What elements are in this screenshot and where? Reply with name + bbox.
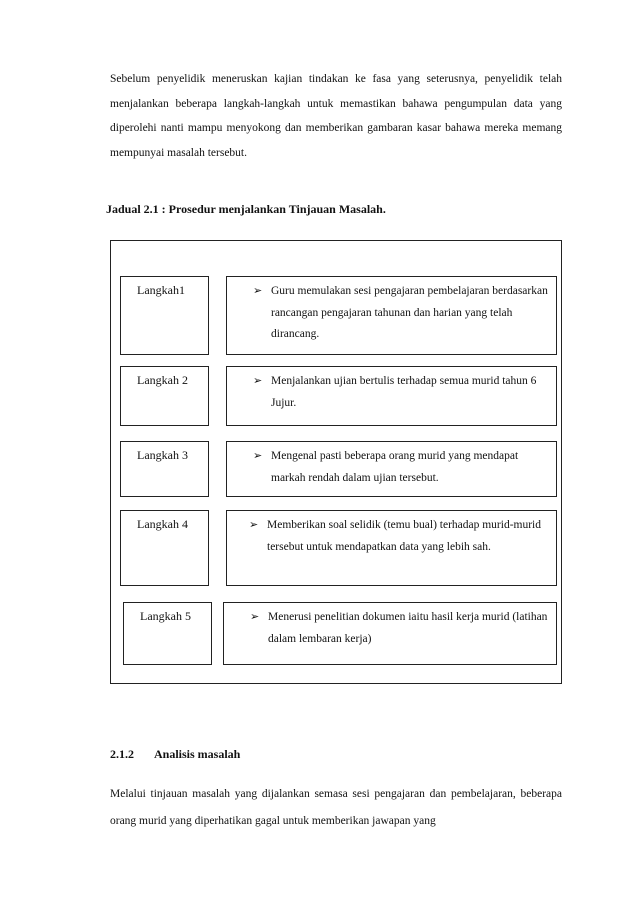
step-text-5: Menerusi penelitian dokumen iaitu hasil kerja murid (latihan dalam lembaran kerja) xyxy=(268,611,548,645)
step-label-5: Langkah 5 xyxy=(123,602,212,665)
step-label-1: Langkah1 xyxy=(120,276,209,355)
table-caption: Jadual 2.1 : Prosedur menjalankan Tinjauan Masalah. xyxy=(106,202,386,216)
step-description-3 xyxy=(226,441,557,497)
intro-paragraph: Sebelum penyelidik meneruskan kajian tindakan ke fasa yang seterusnya, penyelidik telah menjalankan beberapa langkah-langkah untuk memastikan bahawa pengumpulan data yang diperolehi nanti mampu menyokong dan memberikan gambaran kasar bahawa mereka memang mempunyai masalah tersebut. xyxy=(110,73,562,159)
step-description-5 xyxy=(223,602,557,665)
list-item xyxy=(249,515,548,558)
step-text-3: Mengenal pasti beberapa orang murid yang mendapat markah rendah dalam ujian tersebut. xyxy=(271,450,519,484)
arrow-bullet-icon: ➢ xyxy=(250,611,260,623)
arrow-bullet-icon: ➢ xyxy=(249,519,259,531)
step-label-3: Langkah 3 xyxy=(120,441,209,497)
arrow-bullet-icon: ➢ xyxy=(253,375,263,387)
step-text-4: Memberikan soal selidik (temu bual) terhadap murid-murid tersebut untuk mendapatkan data yang lebih sah. xyxy=(267,519,542,553)
arrow-bullet-icon: ➢ xyxy=(253,285,263,297)
list-item xyxy=(253,446,548,489)
step-description-4 xyxy=(226,510,557,586)
section-title: Analisis masalah xyxy=(154,747,241,761)
section-heading xyxy=(110,747,240,762)
step-description-1 xyxy=(226,276,557,355)
analysis-paragraph: Melalui tinjauan masalah yang dijalankan semasa sesi pengajaran dan pembelajaran, beberapa orang murid yang diperhatikan gagal untuk memberikan jawapan yang xyxy=(110,788,562,827)
step-text-2: Menjalankan ujian bertulis terhadap semua murid tahun 6 Jujur. xyxy=(271,375,537,409)
list-item xyxy=(253,281,548,346)
step-text-1: Guru memulakan sesi pengajaran pembelajaran berdasarkan rancangan pengajaran tahunan dan harian yang telah dirancang. xyxy=(271,285,548,340)
section-number: 2.1.2 xyxy=(110,747,134,761)
list-item xyxy=(250,607,548,650)
step-description-2 xyxy=(226,366,557,426)
step-label-4: Langkah 4 xyxy=(120,510,209,586)
arrow-bullet-icon: ➢ xyxy=(253,450,263,462)
list-item xyxy=(253,371,548,414)
step-label-2: Langkah 2 xyxy=(120,366,209,426)
